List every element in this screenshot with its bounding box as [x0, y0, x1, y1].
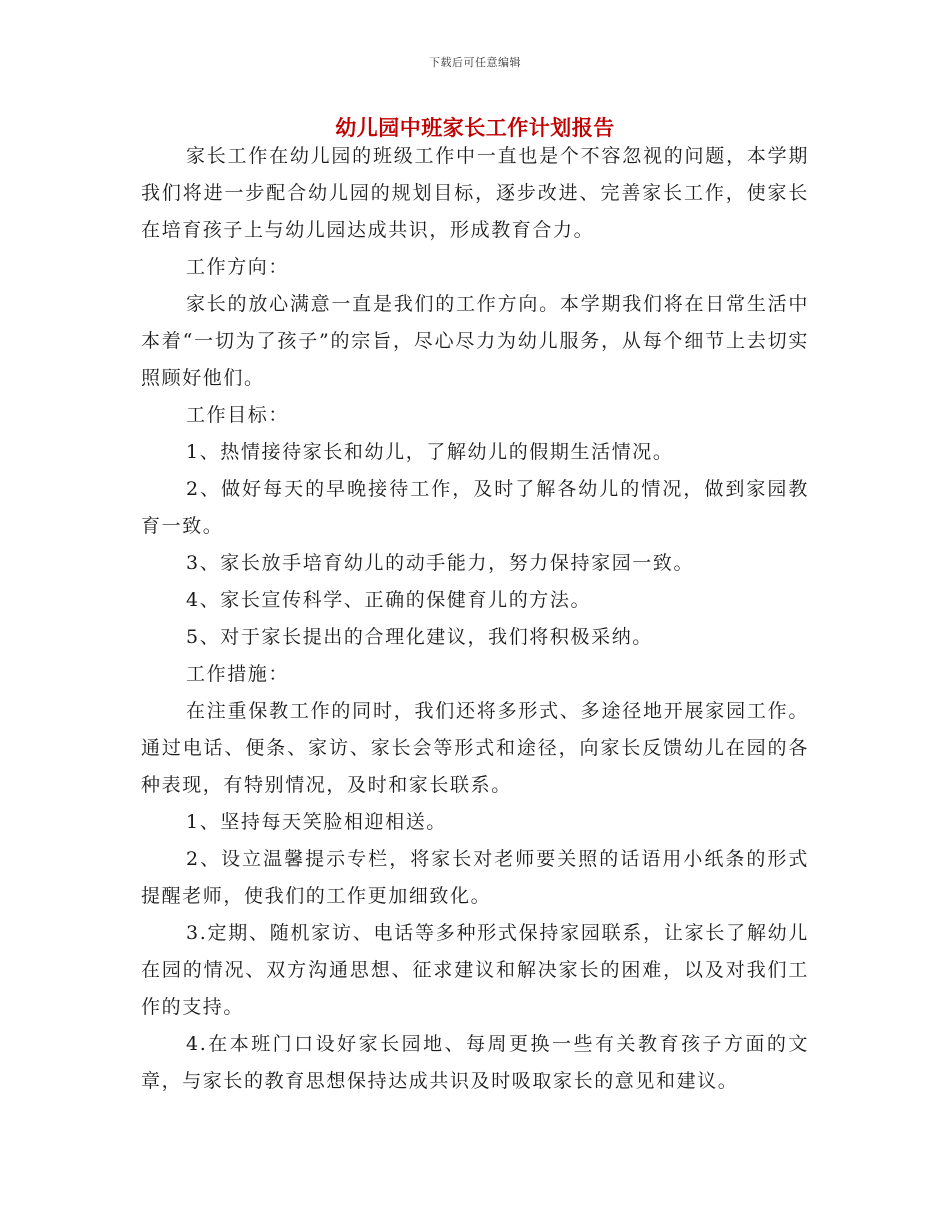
page-header-note: 下载后可任意编辑 — [429, 56, 521, 69]
measure-item-4: 4.在本班门口设好家长园地、每周更换一些有关教育孩子方面的文章，与家长的教育思想保持达成共识及时吸取家长的意见和建议。 — [141, 1033, 809, 1092]
section-heading-direction: 工作方向： — [186, 256, 290, 278]
goal-item-1: 1、热情接待家长和幼儿，了解幼儿的假期生活情况。 — [186, 441, 674, 463]
measures-paragraph: 在注重保教工作的同时，我们还将多形式、多途径地开展家园工作。通过电话、便条、家访、家长会等形式和途径，向家长反馈幼儿在园的各种表现，有特别情况，及时和家长联系。 — [141, 700, 809, 796]
intro-paragraph: 家长工作在幼儿园的班级工作中一直也是个不容忽视的问题，本学期我们将进一步配合幼儿园的规划目标，逐步改进、完善家长工作，使家长在培育孩子上与幼儿园达成共识，形成教育合力。 — [141, 145, 809, 241]
goal-item-4: 4、家长宣传科学、正确的保健育儿的方法。 — [186, 589, 592, 611]
goal-item-5: 5、对于家长提出的合理化建议，我们将积极采纳。 — [186, 626, 653, 648]
section-heading-goals: 工作目标： — [186, 404, 290, 426]
section-heading-measures: 工作措施： — [186, 663, 290, 685]
goal-item-2: 2、做好每天的早晚接待工作，及时了解各幼儿的情况，做到家园教育一致。 — [141, 478, 809, 537]
direction-paragraph: 家长的放心满意一直是我们的工作方向。本学期我们将在日常生活中本着“一切为了孩子”的宗旨，尽心尽力为幼儿服务，从每个细节上去切实照顾好他们。 — [141, 293, 809, 389]
measure-item-1: 1、坚持每天笑脸相迎相送。 — [186, 811, 447, 833]
document-title: 幼儿园中班家长工作计划报告 — [335, 115, 615, 140]
measure-item-3: 3.定期、随机家访、电话等多种形式保持家园联系，让家长了解幼儿在园的情况、双方沟通思想、征求建议和解决家长的困难，以及对我们工作的支持。 — [141, 922, 809, 1018]
document-body — [141, 138, 809, 1100]
goal-item-3: 3、家长放手培育幼儿的动手能力，努力保持家园一致。 — [186, 552, 695, 574]
measure-item-2: 2、设立温馨提示专栏，将家长对老师要关照的话语用小纸条的形式提醒老师，使我们的工作更加细致化。 — [141, 848, 809, 907]
